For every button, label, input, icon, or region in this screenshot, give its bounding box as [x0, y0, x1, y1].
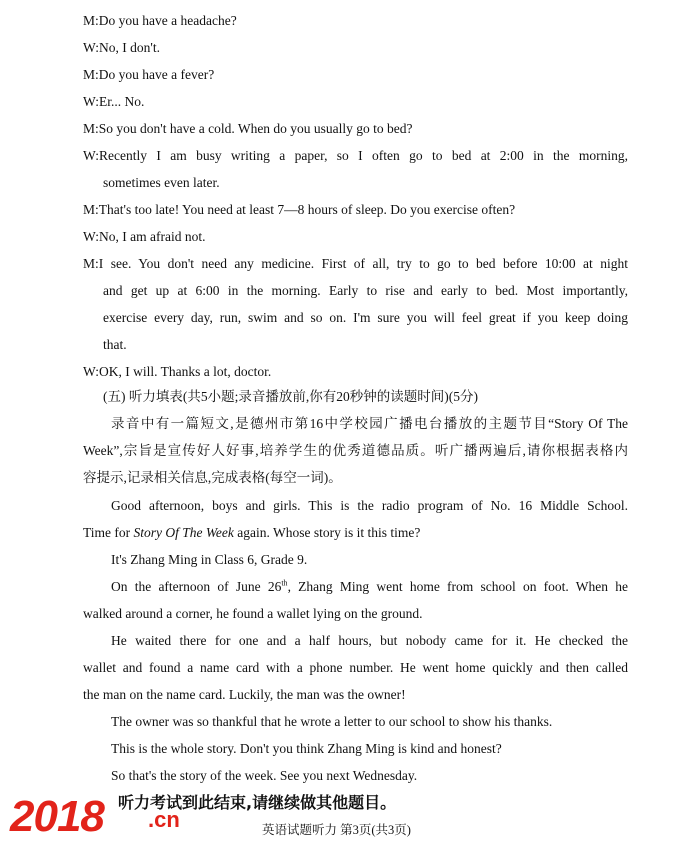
passage-line: Time for Story Of The Week again. Whose story is it this time? — [83, 525, 421, 540]
dialogue-line: M:That's too late! You need at least 7—8 hours of sleep. Do you exercise often? — [83, 202, 516, 217]
dialogue-line: W:Recently I am busy writing a paper, so I often go to bed at 2:00 in the morning, — [83, 148, 628, 163]
dialogue-continuation: and get up at 6:00 in the morning. Early to rise and early to bed. Most importantly, — [103, 283, 628, 298]
dialogue-continuation: exercise every day, run, swim and so on. I'm sure you will feel great if you keep doing — [103, 310, 628, 325]
page-footer: 英语试题听力 第3页(共3页) — [262, 823, 411, 837]
passage-line: It's Zhang Ming in Class 6, Grade 9. — [111, 552, 308, 567]
instruction-line: 录音中有一篇短文,是德州市第16中学校园广播电台播放的主题节目“Story Of The — [111, 416, 628, 431]
dialogue-continuation: that. — [103, 337, 127, 352]
dialogue-line: M:Do you have a fever? — [83, 67, 215, 82]
passage-line: He waited there for one and a half hours, but nobody came for it. He checked the — [111, 633, 628, 648]
dialogue-line: W:No, I don't. — [83, 40, 160, 55]
dialogue-line: M:So you don't have a cold. When do you usually go to bed? — [83, 121, 413, 136]
dialogue-line: M:I see. You don't need any medicine. First of all, try to go to bed before 10:00 at night — [83, 256, 628, 271]
passage-line: Good afternoon, boys and girls. This is the radio program of No. 16 Middle School. — [111, 498, 628, 513]
section-heading: (五) 听力填表(共5小题;录音播放前,你有20秒钟的读题时间)(5分) — [103, 389, 478, 404]
dialogue-line: M:Do you have a headache? — [83, 13, 237, 28]
program-name: Story Of The Week — [133, 525, 234, 540]
watermark-suffix: .cn — [148, 807, 180, 832]
passage-line: wallet and found a name card with a phone number. He went home quickly and then called — [83, 660, 628, 675]
passage-line: So that's the story of the week. See you next Wednesday. — [111, 768, 418, 783]
passage-line: This is the whole story. Don't you think Zhang Ming is kind and honest? — [111, 741, 502, 756]
watermark-number: 2018 — [10, 792, 104, 841]
passage-line: On the afternoon of June 26th, Zhang Ming went home from school on foot. When he — [111, 578, 628, 594]
instruction-line: Week”,宗旨是宣传好人好事,培养学生的优秀道德品质。听广播两遍后,请你根据表格内 — [83, 443, 628, 458]
end-note: 听力考试到此结束,请继续做其他题目。 — [118, 793, 397, 812]
passage-line: The owner was so thankful that he wrote a letter to our school to show his thanks. — [111, 714, 553, 729]
dialogue-line: W:OK, I will. Thanks a lot, doctor. — [83, 364, 272, 379]
passage-line: walked around a corner, he found a wallet lying on the ground. — [83, 606, 423, 621]
dialogue-line: W:Er... No. — [83, 94, 145, 109]
instruction-line: 容提示,记录相关信息,完成表格(每空一词)。 — [83, 470, 342, 485]
dialogue-continuation: sometimes even later. — [103, 175, 220, 190]
passage-line: the man on the name card. Luckily, the man was the owner! — [83, 687, 406, 702]
dialogue-line: W:No, I am afraid not. — [83, 229, 206, 244]
